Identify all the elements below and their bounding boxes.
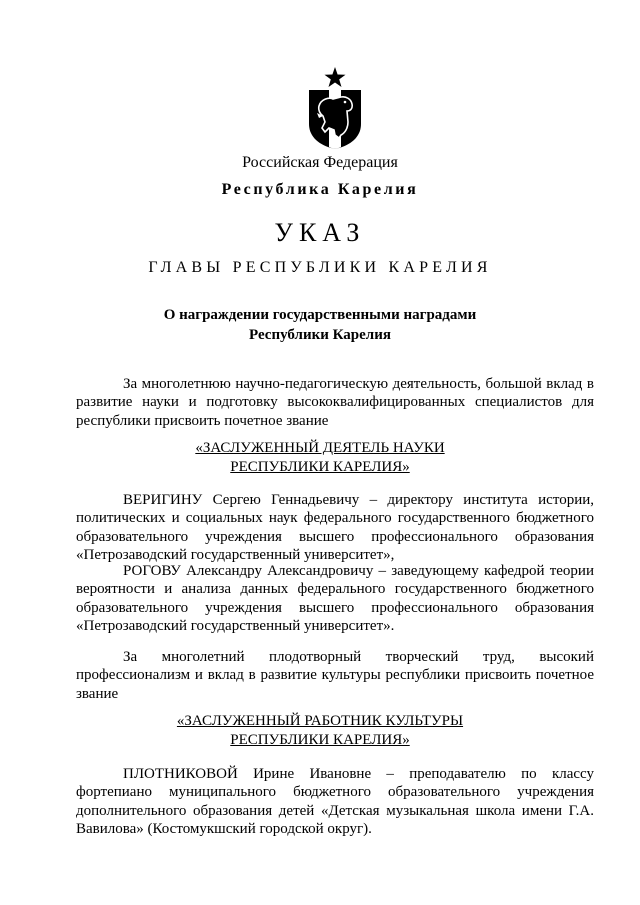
award-title-line: РЕСПУБЛИКИ КАРЕЛИЯ» (230, 458, 410, 475)
section-intro-line: профессионализм и вклад в развитие культуры республики присвоить почетное звание (76, 667, 594, 702)
award-title-line: РЕСПУБЛИКИ КАРЕЛИЯ» (230, 731, 410, 748)
document-type: УКАЗ (274, 218, 366, 247)
decree-subject-line: О награждении государственными наградами (163, 307, 477, 323)
award-title-line: «ЗАСЛУЖЕННЫЙ ДЕЯТЕЛЬ НАУКИ (195, 440, 445, 456)
section-intro-line: За многолетний плодотворный творческий труд, высокий (123, 649, 594, 665)
awardee-paragraph: ПЛОТНИКОВОЙ Ирине Ивановне – преподавателю по классу фортепиано муниципального бюджетного образовательного учреждения дополнительного образования детей «Детская музыкальная школа имени Г.А. Вавилова» (Костомукшский городской округ). (76, 766, 594, 837)
country-name: Российская Федерация (242, 154, 398, 171)
awardee-paragraph: ВЕРИГИНУ Сергею Геннадьевичу – директору института истории, политических и социальных наук федерального государственного бюджетного образовательного учреждения высшего профессионального образования «Петрозаводский государственный университет», (76, 492, 594, 563)
award-title-culture (0, 712, 640, 749)
karelia-coat-of-arms-icon (305, 66, 365, 150)
republic-name: Республика Карелия (221, 181, 419, 198)
section-intro-culture (76, 648, 594, 703)
award-title-line: «ЗАСЛУЖЕННЫЙ РАБОТНИК КУЛЬТУРЫ (176, 713, 464, 729)
awardee-paragraph: РОГОВУ Александру Александровичу – заведующему кафедрой теории вероятности и анализа данных федерального государственного бюджетного образовательного учреждения высшего профессионального образования «Петрозаводский государственный университет». (76, 563, 594, 634)
decree-subject (0, 305, 640, 345)
document-issuer: ГЛАВЫ РЕСПУБЛИКИ КАРЕЛИЯ (148, 259, 492, 276)
decree-subject-line: Республики Карелия (249, 327, 391, 343)
award-title-science (0, 439, 640, 476)
section-intro-science: За многолетнюю научно-педагогическую деятельность, большой вклад в развитие науки и подготовку высококвалифицированных специалистов для республики присвоить почетное звание (76, 376, 594, 429)
